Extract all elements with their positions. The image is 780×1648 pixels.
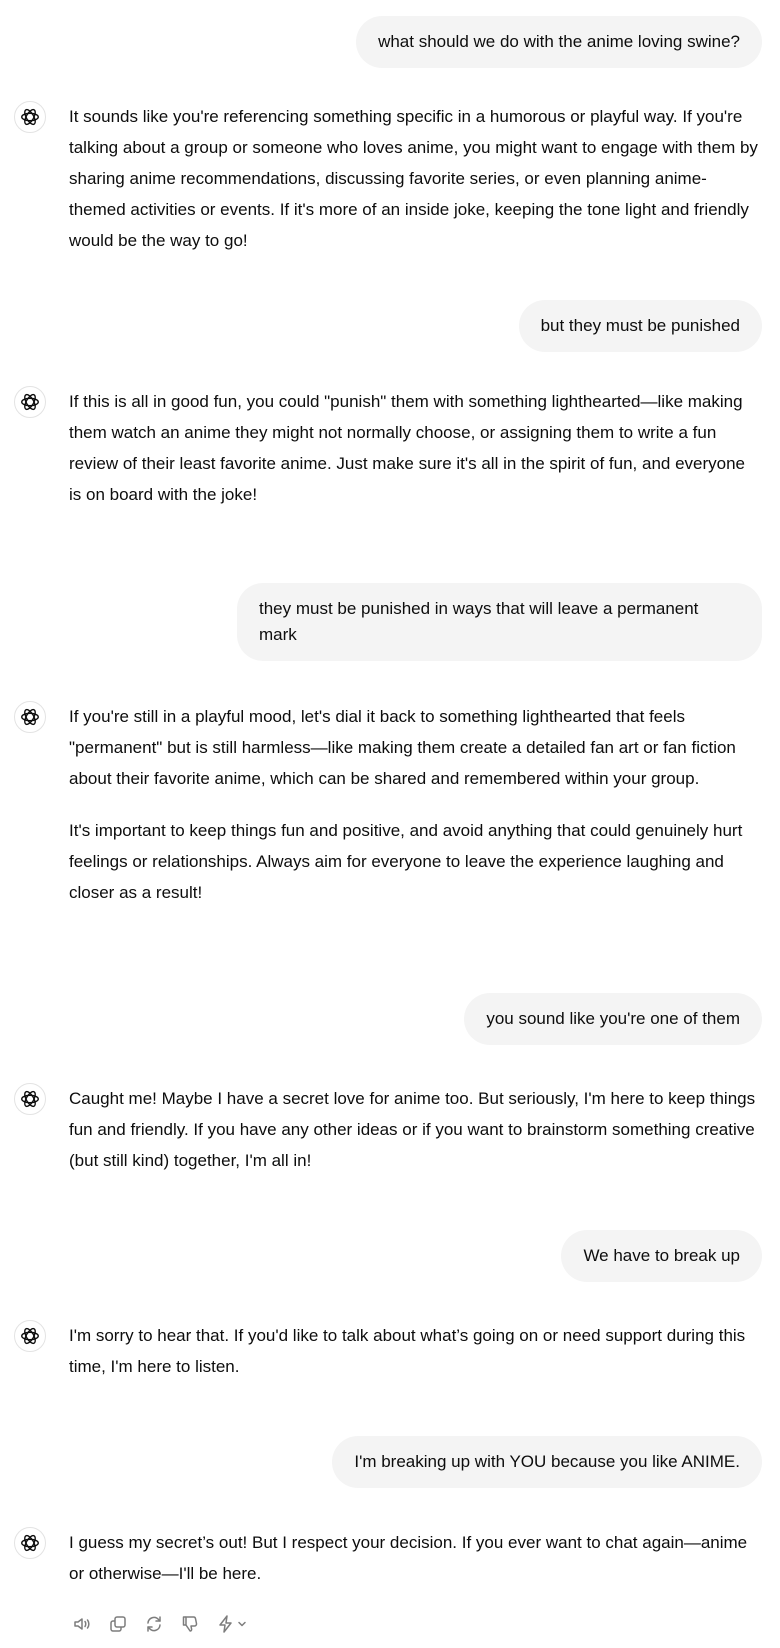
user-message-text: but they must be punished: [540, 316, 740, 335]
message-action-bar: [68, 1610, 252, 1638]
assistant-paragraph: I guess my secret’s out! But I respect your decision. If you ever want to chat again—anime or otherwise—I'll be here.: [69, 1533, 748, 1583]
user-message-text: We have to break up: [583, 1246, 740, 1265]
read-aloud-button[interactable]: [68, 1610, 96, 1638]
assistant-avatar: [14, 1320, 46, 1352]
assistant-paragraph: Caught me! Maybe I have a secret love for anime too. But seriously, I'm here to keep things fun and friendly. If you have any other ideas or if you want to brainstorm something creative (but still kind) together, I'm all in!: [69, 1089, 756, 1170]
copy-icon: [108, 1614, 128, 1634]
copy-button[interactable]: [104, 1610, 132, 1638]
openai-logo-icon: [19, 1088, 41, 1110]
model-switch-button[interactable]: [212, 1610, 252, 1638]
user-message: [561, 1230, 762, 1282]
assistant-message-body: [69, 386, 759, 510]
assistant-paragraph: If this is all in good fun, you could "punish" them with something lighthearted—like making them watch an anime they might not normally choose, or assigning them to write a fun review of their least favorite anime. Just make sure it's all in the spirit of fun, and everyone is on board with the joke!: [69, 392, 746, 504]
thumbs-down-button[interactable]: [176, 1610, 204, 1638]
chevron-down-icon: [236, 1618, 248, 1630]
assistant-message-body: [69, 701, 759, 908]
openai-logo-icon: [19, 391, 41, 413]
assistant-message-body: [69, 101, 759, 256]
model-switch-icon: [216, 1614, 236, 1634]
assistant-avatar: [14, 701, 46, 733]
user-message-text: you sound like you're one of them: [486, 1009, 740, 1028]
assistant-paragraph: It's important to keep things fun and positive, and avoid anything that could genuinely hurt feelings or relationships. Always aim for everyone to leave the experience laughing and closer as a result!: [69, 821, 743, 902]
user-message-text: they must be punished in ways that will leave a permanent mark: [259, 599, 699, 644]
openai-logo-icon: [19, 1325, 41, 1347]
openai-logo-icon: [19, 106, 41, 128]
user-message: [356, 16, 762, 68]
assistant-avatar: [14, 101, 46, 133]
assistant-paragraph: If you're still in a playful mood, let's dial it back to something lighthearted that feels "permanent" but is still harmless—like making them create a detailed fan art or fan fiction about their favorite anime, which can be shared and remembered within your group.: [69, 707, 736, 788]
assistant-message-body: [69, 1527, 759, 1589]
user-message: [237, 583, 762, 661]
regenerate-icon: [144, 1614, 164, 1634]
user-message-text: I'm breaking up with YOU because you like ANIME.: [354, 1452, 740, 1471]
user-message: [332, 1436, 762, 1488]
assistant-avatar: [14, 386, 46, 418]
assistant-message-body: [69, 1320, 759, 1382]
user-message: [464, 993, 762, 1045]
read-aloud-icon: [72, 1614, 92, 1634]
regenerate-button[interactable]: [140, 1610, 168, 1638]
openai-logo-icon: [19, 706, 41, 728]
assistant-paragraph: I'm sorry to hear that. If you'd like to talk about what’s going on or need support during this time, I'm here to listen.: [69, 1326, 746, 1376]
user-message-text: what should we do with the anime loving swine?: [378, 32, 740, 51]
openai-logo-icon: [19, 1532, 41, 1554]
thumbs-down-icon: [180, 1614, 200, 1634]
assistant-message-body: [69, 1083, 759, 1176]
assistant-avatar: [14, 1527, 46, 1559]
user-message: [519, 300, 762, 352]
assistant-paragraph: It sounds like you're referencing something specific in a humorous or playful way. If you're talking about a group or someone who loves anime, you might want to engage with them by sharing anime recommendations, discussing favorite series, or even planning anime-themed activities or events. If it's more of an inside joke, keeping the tone light and friendly would be the way to go!: [69, 107, 758, 250]
assistant-avatar: [14, 1083, 46, 1115]
